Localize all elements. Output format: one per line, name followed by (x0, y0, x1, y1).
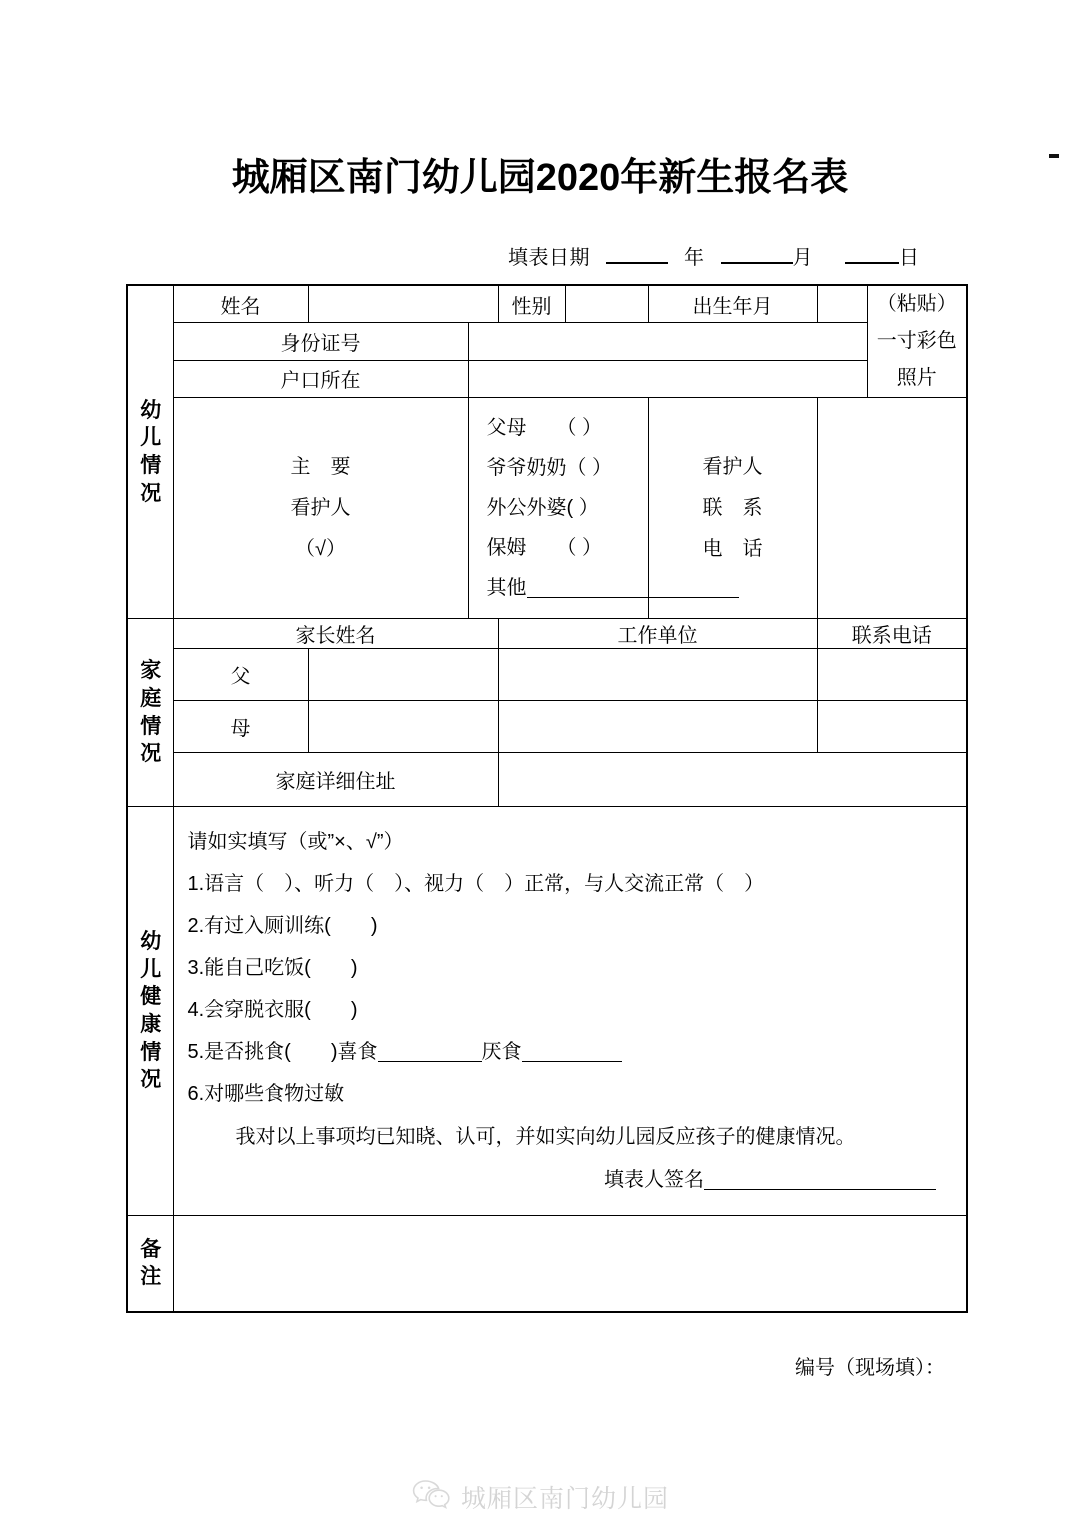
day-unit: 日 (899, 247, 920, 269)
caregiver-option-other[interactable] (487, 568, 648, 608)
caregiver-other-blank[interactable] (527, 597, 739, 598)
caregiver-options-cell[interactable] (468, 398, 648, 619)
family-section-label-cell (127, 619, 173, 807)
table-row-id (127, 323, 967, 360)
caregiver-left-line1: 主 要 (290, 455, 351, 478)
remarks-section-label-cell (127, 1216, 173, 1312)
health-section-label-cell (127, 807, 173, 1216)
caregiver-phone-line2: 联 系 (702, 496, 763, 519)
gender-label-cell: 性别 (498, 285, 565, 323)
health-item-5-middle: 厌食 (481, 1041, 522, 1063)
table-row-father (127, 649, 967, 701)
id-value-cell[interactable] (468, 323, 867, 360)
health-item-5-prefix: 5.是否挑食( )喜食 (187, 1041, 378, 1063)
table-row-name (127, 285, 967, 323)
table-row-health (127, 807, 967, 1216)
table-row-mother (127, 701, 967, 753)
health-section-vertical-label: 幼儿健康情况 (140, 929, 163, 1092)
address-label-cell: 家庭详细住址 (173, 753, 498, 807)
month-blank[interactable] (721, 262, 793, 264)
page-title: 城厢区南门幼儿园2020年新生报名表 (231, 157, 849, 199)
family-header-workplace: 工作单位 (498, 619, 817, 649)
health-item-4[interactable]: 4.会穿脱衣服( ) (187, 999, 358, 1021)
father-phone-cell[interactable] (817, 649, 967, 701)
father-name-cell[interactable] (308, 649, 498, 701)
health-item-6[interactable]: 6.对哪些食物过敏 (187, 1083, 345, 1105)
mother-name-cell[interactable] (308, 701, 498, 753)
photo-paste-line2: 一寸彩色照片 (876, 330, 957, 389)
mother-workplace-cell[interactable] (498, 701, 817, 753)
name-label-cell: 姓名 (173, 285, 308, 323)
caregiver-option-parents[interactable]: 父母 （ ） (486, 417, 603, 439)
child-section-vertical-label: 幼儿情况 (140, 398, 163, 505)
remarks-value-cell[interactable] (173, 1216, 967, 1312)
caregiver-option-grandparents-maternal[interactable]: 外公外婆( ） (486, 497, 599, 519)
signature-line[interactable] (188, 1159, 967, 1201)
gender-value-cell[interactable] (565, 285, 648, 323)
health-item-2[interactable]: 2.有过入厕训练( ) (187, 915, 378, 937)
signature-blank[interactable] (704, 1189, 936, 1190)
father-label-cell: 父 (173, 649, 308, 701)
family-header-phone: 联系电话 (817, 619, 967, 649)
table-row-caregiver (127, 398, 967, 619)
signature-label: 填表人签名 (604, 1169, 704, 1191)
birth-label-cell: 出生年月 (648, 285, 817, 323)
fill-date-label: 填表日期 (508, 247, 590, 269)
serial-number-note: 编号（现场填）： (795, 1357, 945, 1379)
month-unit: 月 (792, 247, 813, 269)
health-section-body-cell[interactable] (173, 807, 967, 1216)
table-row-address (127, 753, 967, 807)
caregiver-phone-line1: 看护人 (702, 455, 763, 478)
family-section-vertical-label: 家庭情况 (140, 659, 163, 766)
family-header-guardian-name: 家长姓名 (173, 619, 498, 649)
photo-paste-cell[interactable] (867, 285, 967, 398)
caregiver-phone-label-cell (648, 398, 817, 619)
caregiver-left-line3: （√） (295, 537, 346, 560)
health-instruction: 请如实填写（或”×、√”） (187, 831, 404, 853)
fill-date-line (508, 241, 920, 270)
father-workplace-cell[interactable] (498, 649, 817, 701)
health-declaration: 我对以上事项均已知晓、认可，并如实向幼儿园反应孩子的健康情况。 (235, 1126, 856, 1148)
address-value-cell[interactable] (498, 753, 967, 807)
mother-phone-cell[interactable] (817, 701, 967, 753)
table-row-family-header (127, 619, 967, 649)
caregiver-left-label-cell (173, 398, 468, 619)
mother-label-cell: 母 (173, 701, 308, 753)
caregiver-phone-line3: 电 话 (702, 537, 763, 560)
caregiver-left-line2: 看护人 (290, 496, 351, 519)
year-unit: 年 (684, 247, 705, 269)
caregiver-option-nanny[interactable]: 保姆 （ ） (486, 537, 603, 559)
registration-form-table (126, 284, 968, 1313)
wechat-icon (411, 1478, 451, 1515)
caregiver-other-label: 其他 (486, 577, 527, 599)
health-item-5[interactable] (188, 1031, 967, 1073)
id-label-cell: 身份证号 (173, 323, 468, 360)
health-item-1[interactable]: 1.语言（ ）、听力（ ）、视力（ ）正常，与人交流正常（ ） (187, 873, 765, 895)
name-value-cell[interactable] (308, 285, 498, 323)
day-blank[interactable] (845, 262, 899, 264)
household-label-cell: 户口所在 (173, 360, 468, 397)
health-item-3[interactable]: 3.能自己吃饭( ) (187, 957, 358, 979)
disliked-food-blank[interactable] (522, 1061, 622, 1062)
household-value-cell[interactable] (468, 360, 867, 397)
wechat-account-name: 城厢区南门幼儿园 (460, 1484, 669, 1513)
year-blank[interactable] (606, 262, 668, 264)
birth-value-cell[interactable] (817, 285, 867, 323)
favorite-food-blank[interactable] (378, 1061, 482, 1062)
photo-paste-line1: （粘贴） (876, 293, 957, 315)
child-section-label-cell (127, 285, 173, 619)
table-row-remarks (127, 1216, 967, 1312)
caregiver-phone-value-cell[interactable] (817, 398, 967, 619)
caregiver-option-grandparents-paternal[interactable]: 爷爷奶奶（ ） (486, 457, 613, 479)
table-row-household (127, 360, 967, 397)
wechat-account-footer (0, 1478, 1080, 1515)
remarks-section-vertical-label: 备注 (140, 1237, 163, 1289)
